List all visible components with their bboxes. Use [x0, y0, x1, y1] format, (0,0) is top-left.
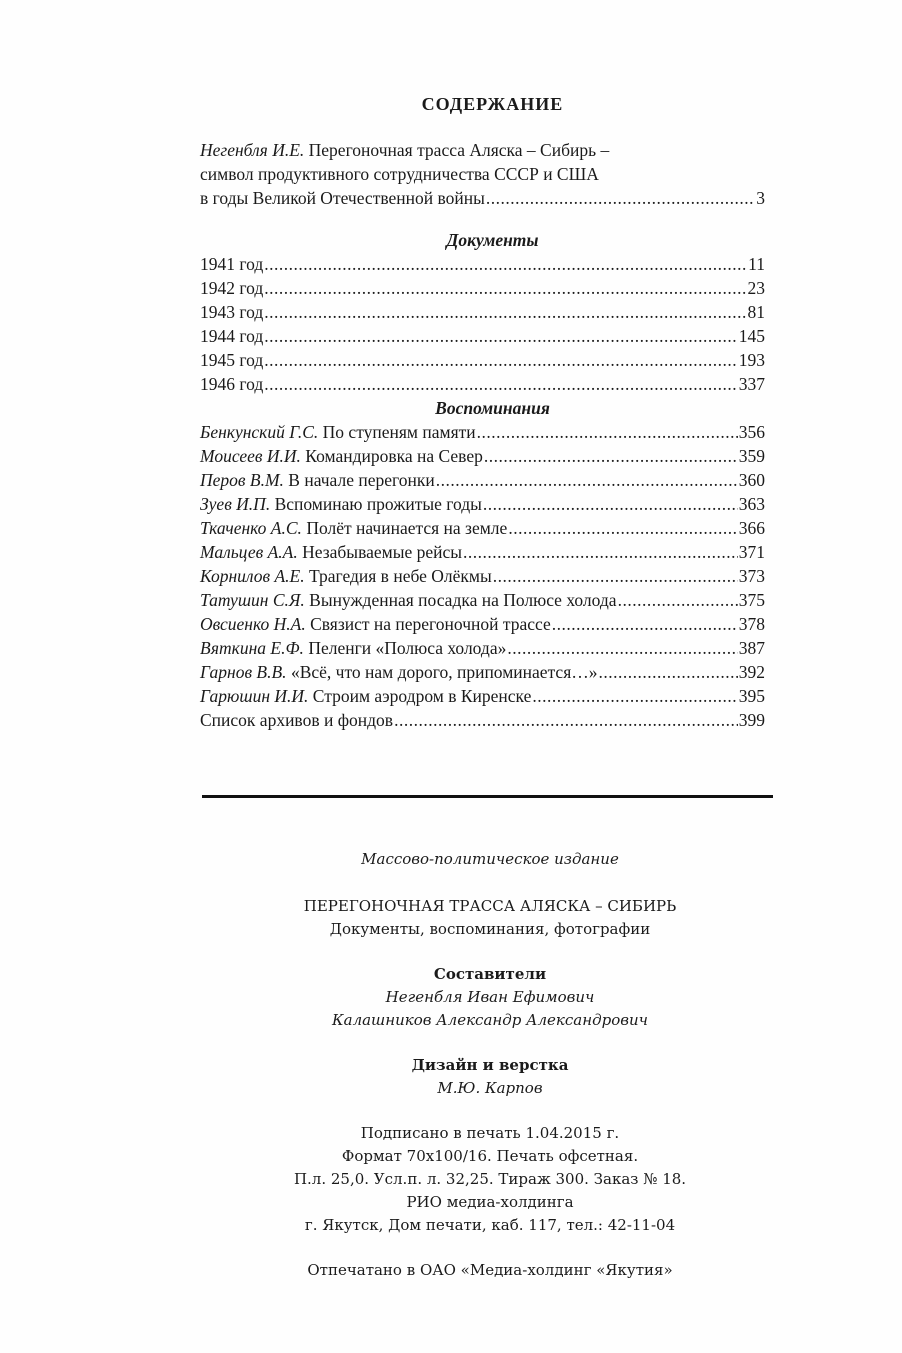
toc-intro-line-3[interactable] — [200, 186, 765, 210]
page-number: 378 — [738, 614, 765, 634]
toc-entry[interactable] — [200, 300, 765, 324]
entry-author: Мальцев А.А. — [200, 542, 298, 562]
entry-title: Пеленги «Полюса холода» — [303, 638, 507, 658]
page-number: 356 — [738, 422, 765, 442]
entry-label: Список архивов и фондов — [200, 710, 394, 730]
print-info-line: Формат 70х100/16. Печать офсетная. — [341, 1147, 639, 1165]
toc-entry[interactable] — [200, 492, 765, 516]
page-number: 23 — [747, 278, 765, 298]
entry-title: Командировка на Север — [300, 446, 483, 466]
leader-dots — [264, 300, 746, 324]
compiler-name: Негенбля Иван Ефимович — [385, 988, 595, 1006]
entry-title: Вспоминаю прожитые годы — [270, 494, 482, 514]
leader-dots — [394, 708, 738, 732]
toc-entry[interactable] — [200, 540, 765, 564]
edition-type: Массово-политическое издание — [361, 850, 619, 868]
leader-dots — [264, 276, 746, 300]
leader-dots — [599, 660, 738, 684]
toc-intro-line-2: символ продуктивного сотрудничества СССР и США — [200, 164, 599, 184]
toc-entry[interactable] — [200, 276, 765, 300]
toc-entry[interactable] — [200, 684, 765, 708]
entry-author: Моисеев И.И. — [200, 446, 301, 466]
entry-title: Незабываемые рейсы — [297, 542, 463, 562]
print-info-line: РИО медиа-холдинга — [406, 1193, 574, 1211]
entry-author: Овсиенко Н.А. — [200, 614, 306, 634]
toc-entry[interactable] — [200, 348, 765, 372]
entry-author: Бенкунский Г.С. — [200, 422, 319, 442]
leader-dots — [463, 540, 738, 564]
page-number: 3 — [756, 188, 765, 208]
page-number: 399 — [738, 710, 765, 730]
toc-entry-archives[interactable] — [200, 708, 765, 732]
page-number: 11 — [748, 254, 765, 274]
entry-title: «Всё, что нам дорого, припоминается…» — [286, 662, 598, 682]
leader-dots — [477, 420, 738, 444]
leader-dots — [483, 492, 738, 516]
entry-author: Вяткина Е.Ф. — [200, 638, 304, 658]
entry-label: 1943 год — [200, 302, 264, 322]
imprint-block — [200, 848, 780, 1282]
page-number: 193 — [738, 350, 765, 370]
leader-dots — [264, 348, 737, 372]
toc-entry[interactable] — [200, 252, 765, 276]
leader-dots — [493, 564, 738, 588]
toc-title: СОДЕРЖАНИЕ — [421, 94, 564, 114]
print-info-line: г. Якутск, Дом печати, каб. 117, тел.: 42-11-04 — [304, 1216, 676, 1234]
entry-title: Вынужденная посадка на Полюсе холода — [304, 590, 617, 610]
design-heading: Дизайн и верстка — [411, 1056, 569, 1074]
page-number: 373 — [738, 566, 765, 586]
horizontal-divider — [202, 795, 773, 798]
leader-dots — [532, 684, 737, 708]
intro-title-part-1: Перегоночная трасса Аляска – Сибирь – — [304, 140, 610, 160]
entry-label: 1946 год — [200, 374, 264, 394]
page-number: 375 — [738, 590, 765, 610]
entry-author: Зуев И.П. — [200, 494, 271, 514]
page-number: 387 — [738, 638, 765, 658]
leader-dots — [486, 186, 755, 210]
leader-dots — [264, 324, 737, 348]
designer-name: М.Ю. Карпов — [437, 1079, 543, 1097]
entry-title: В начале перегонки — [283, 470, 435, 490]
entry-author: Перов В.М. — [200, 470, 284, 490]
leader-dots — [552, 612, 738, 636]
page-number: 337 — [738, 374, 765, 394]
printed-by: Отпечатано в ОАО «Медиа-холдинг «Якутия» — [307, 1261, 673, 1279]
toc-entry[interactable] — [200, 612, 765, 636]
compilers-heading: Составители — [433, 965, 547, 983]
table-of-contents — [200, 92, 765, 732]
page-number: 359 — [738, 446, 765, 466]
entry-author: Ткаченко А.С. — [200, 518, 302, 538]
book-title: ПЕРЕГОНОЧНАЯ ТРАССА АЛЯСКА – СИБИРЬ — [303, 897, 677, 915]
leader-dots — [507, 636, 737, 660]
print-info-line: Подписано в печать 1.04.2015 г. — [360, 1124, 620, 1142]
page-number: 360 — [738, 470, 765, 490]
page-number: 392 — [738, 662, 765, 682]
toc-entry[interactable] — [200, 420, 765, 444]
intro-author: Негенбля И.Е. — [200, 140, 305, 160]
leader-dots — [618, 588, 738, 612]
book-subtitle: Документы, воспоминания, фотографии — [329, 920, 651, 938]
entry-label: 1945 год — [200, 350, 264, 370]
entry-title: Связист на перегоночной трассе — [305, 614, 551, 634]
page-number: 395 — [738, 686, 765, 706]
entry-label: 1941 год — [200, 254, 264, 274]
toc-entry[interactable] — [200, 564, 765, 588]
leader-dots — [264, 372, 737, 396]
entry-author: Корнилов А.Е. — [200, 566, 305, 586]
toc-entry[interactable] — [200, 468, 765, 492]
entry-title: По ступеням памяти — [318, 422, 476, 442]
print-info-line: П.л. 25,0. Усл.п. л. 32,25. Тираж 300. Заказ № 18. — [293, 1170, 687, 1188]
entry-title: Полёт начинается на земле — [301, 518, 508, 538]
page-number: 366 — [738, 518, 765, 538]
entry-author: Гарюшин И.И. — [200, 686, 309, 706]
toc-entry[interactable] — [200, 660, 765, 684]
leader-dots — [264, 252, 747, 276]
page-number: 81 — [747, 302, 765, 322]
toc-entry[interactable] — [200, 444, 765, 468]
entry-title: Строим аэродром в Киренске — [308, 686, 532, 706]
entry-author: Гарнов В.В. — [200, 662, 287, 682]
compiler-name: Калашников Александр Александрович — [332, 1011, 648, 1029]
entry-label: 1942 год — [200, 278, 264, 298]
entry-title: Трагедия в небе Олёкмы — [304, 566, 492, 586]
section-heading-documents: Документы — [446, 230, 539, 250]
page-number: 363 — [738, 494, 765, 514]
toc-intro-line-1 — [200, 138, 765, 162]
toc-entry[interactable] — [200, 588, 765, 612]
page-number: 145 — [738, 326, 765, 346]
toc-entry[interactable] — [200, 636, 765, 660]
leader-dots — [508, 516, 737, 540]
toc-entry[interactable] — [200, 372, 765, 396]
leader-dots — [436, 468, 738, 492]
entry-author: Татушин С.Я. — [200, 590, 305, 610]
section-heading-memoirs: Воспоминания — [435, 398, 550, 418]
toc-entry[interactable] — [200, 516, 765, 540]
toc-entry[interactable] — [200, 324, 765, 348]
page-number: 371 — [738, 542, 765, 562]
leader-dots — [484, 444, 738, 468]
entry-label: 1944 год — [200, 326, 264, 346]
intro-title-part-3: в годы Великой Отечественной войны — [200, 188, 485, 208]
